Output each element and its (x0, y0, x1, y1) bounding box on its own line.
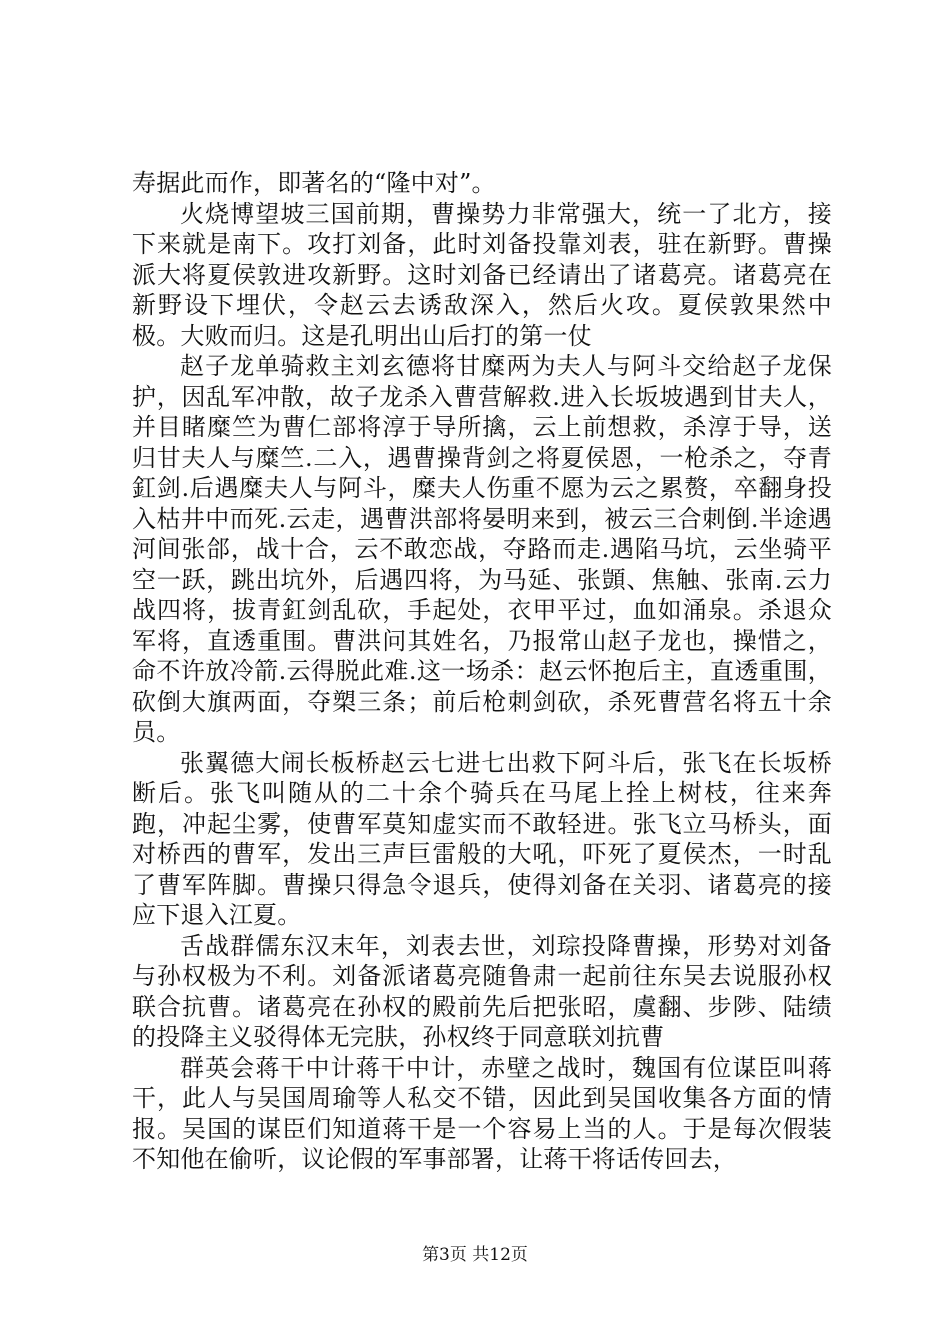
paragraph-1: 寿据此而作，即著名的“隆中对”。 (132, 169, 496, 197)
paragraph-3: 赵子龙单骑救主刘玄德将甘糜两为夫人与阿斗交给赵子龙保护，因乱军冲散，故子龙杀入曹营解救.进入长坂坡遇到甘夫人，并目睹糜竺为曹仁部将淳于导所擒，云上前想救，杀淳于导，送归甘夫人与糜竺.二入，遇曹操背剑之将夏侯恩，一枪杀之，夺青釭剑.后遇糜夫人与阿斗，糜夫人伤重不愿为云之累赘，卒翻身投入枯井中而死.云走，遇曹洪部将晏明来到，被云三合刺倒.半途遇河间张郃，战十合，云不敢恋战，夺路而走.遇陷马坑，云坐骑平空一跃，跳出坑外，后遇四将，为马延、张顗、焦触、张南.云力战四将，拔青釭剑乱砍，手起处，衣甲平过，血如涌泉。杀退众军将，直透重围。曹洪问其姓名，乃报常山赵子龙也，操惜之，命不许放冷箭.云得脱此难.这一场杀：赵云怀抱后主，直透重围，砍倒大旗两面，夺槊三条；前后枪刺剑砍，杀死曹营名将五十余员。 (132, 352, 832, 746)
page-number-footer: 第3页 共12页 (422, 1245, 528, 1265)
paragraph-6: 群英会蒋干中计蒋干中计，赤壁之战时，魏国有位谋臣叫蒋干，此人与吴国周瑜等人私交不错，因此到吴国收集各方面的情报。吴国的谋臣们知道蒋干是一个容易上当的人。于是每次假装不知他在偷听，议论假的军事部署，让蒋干将话传回去， (132, 1053, 832, 1173)
paragraph-5: 舌战群儒东汉末年，刘表去世，刘琮投降曹操，形势对刘备与孙权极为不利。刘备派诸葛亮随鲁肃一起前往东吴去说服孙权联合抗曹。诸葛亮在孙权的殿前先后把张昭，虞翻、步陟、陆绩的投降主义驳得体无完肤，孙权终于同意联刘抗曹 (132, 931, 832, 1051)
paragraph-2: 火烧博望坡三国前期，曹操势力非常强大，统一了北方，接下来就是南下。攻打刘备，此时刘备投靠刘表，驻在新野。曹操派大将夏侯敦进攻新野。这时刘备已经请出了诸葛亮。诸葛亮在新野设下埋伏，令赵云去诱敌深入，然后火攻。夏侯敦果然中极。大败而归。这是孔明出山后打的第一仗 (132, 199, 832, 350)
body-text (132, 168, 832, 1175)
paragraph-4: 张翼德大闹长板桥赵云七进七出救下阿斗后，张飞在长坂桥断后。张飞叫随从的二十余个骑兵在马尾上拴上树枝，往来奔跑，冲起尘雾，使曹军莫知虚实而不敢轻进。张飞立马桥头，面对桥西的曹军，发出三声巨雷般的大吼，吓死了夏侯杰，一时乱了曹军阵脚。曹操只得急令退兵，使得刘备在关羽、诸葛亮的接应下退入江夏。 (132, 748, 832, 929)
